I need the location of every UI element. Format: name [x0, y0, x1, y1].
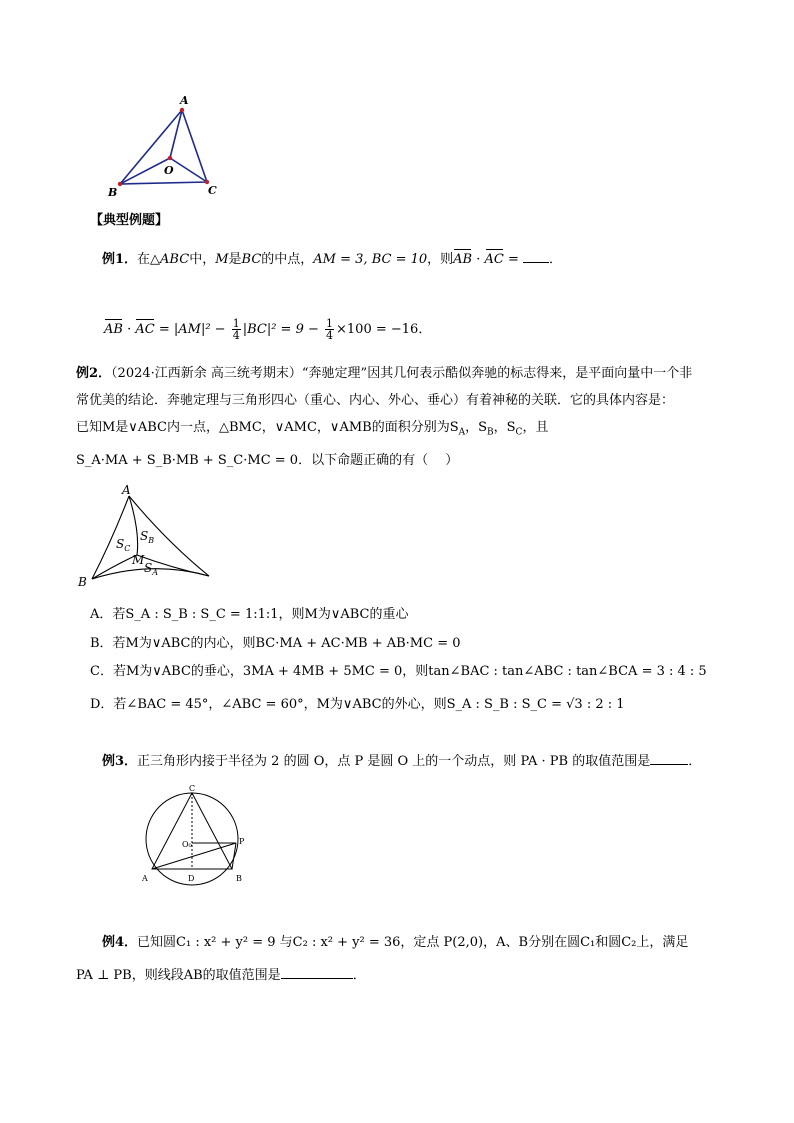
segment-oc — [170, 158, 207, 182]
solution-term: |BC|² = 9 − — [242, 322, 324, 337]
ex2-text: （2024·江西新余 高三统考期末）“奔驰定理”因其几何表示酷似奔驰的标志得来，是平面向量中一个非 — [111, 366, 693, 381]
ex3-text: 正三角形内接于半径为 2 的圆 O，点 P 是圆 O 上的一个动点，则 PA · PB 的取值范围是 — [137, 754, 651, 769]
segment-mb — [92, 555, 137, 579]
label-b: B — [78, 575, 87, 589]
equals: = — [503, 252, 524, 267]
ex1-text: 是 — [228, 252, 242, 267]
example-2-label: 例2． — [76, 366, 112, 381]
ex2-text: ，S — [465, 420, 488, 435]
subscript: A — [458, 427, 466, 438]
label-c: C — [189, 784, 196, 793]
solution-result: ×100 = −16 — [336, 322, 419, 337]
ex2-text: ，S — [493, 420, 516, 435]
answer-blank[interactable] — [650, 752, 688, 765]
fraction-denominator: 4 — [326, 329, 334, 342]
solution-end: ． — [418, 322, 432, 337]
example-4-line-1 — [102, 934, 688, 952]
example-4-label: 例4． — [102, 935, 138, 950]
label-p: P — [239, 837, 245, 846]
example-2-line-4: S_A·MA + S_B·MB + S_C·MC = 0．以下命题正确的有（ ） — [76, 453, 459, 468]
label-sa: $S_A$ — [144, 561, 159, 577]
answer-blank[interactable] — [281, 966, 353, 979]
label-sc: $S_C$ — [116, 537, 131, 553]
subscript: C — [515, 427, 523, 438]
label-a: A — [142, 874, 148, 883]
dot: · — [122, 322, 136, 337]
example-1 — [102, 250, 562, 269]
vector-ab: AB — [453, 252, 473, 267]
example-2-line-1 — [76, 365, 692, 383]
example-1-solution — [104, 318, 431, 341]
ex1-text: 中， — [189, 252, 216, 267]
ex1-end: ． — [549, 252, 563, 267]
label-a: A — [122, 483, 131, 497]
fraction-denominator: 4 — [232, 329, 240, 342]
option-a[interactable]: A．若S_A : S_B : S_C = 1:1:1，则M为∨ABC的重心 — [90, 607, 409, 622]
label-c: C — [208, 184, 217, 197]
label-sb: $S_B$ — [140, 529, 155, 545]
fraction-quarter — [325, 318, 334, 341]
vector-ac: AC — [135, 322, 155, 337]
segment-pb — [232, 843, 236, 869]
label-b: B — [108, 186, 118, 199]
ex1-bc: BC — [241, 252, 262, 267]
benz-theorem-figure — [72, 482, 222, 590]
fraction-numerator: 1 — [326, 317, 334, 330]
solution-term: = |AM|² − — [154, 322, 230, 337]
label-m: M — [132, 553, 145, 567]
ex4-end: ． — [352, 968, 366, 983]
label-o: O — [164, 164, 174, 177]
vector-ac: AC — [484, 252, 504, 267]
example-3-label: 例3． — [102, 754, 138, 769]
option-d[interactable]: D．若∠BAC = 45°，∠ABC = 60°，M为∨ABC的外心，则S_A : S_B : S_C = √3 : 2 : 1 — [90, 697, 625, 712]
label-d: D — [188, 874, 195, 883]
inscribed-triangle-figure — [136, 783, 254, 889]
ex1-m: M — [215, 252, 229, 267]
ex1-condition: AM = 3, BC = 10 — [313, 252, 428, 267]
triangle-abc-figure — [100, 92, 230, 204]
label-o: O₀ — [182, 840, 192, 849]
label-a: A — [180, 94, 189, 107]
example-2-line-2: 常优美的结论．奔驰定理与三角形四心（重心、内心、外心、垂心）有着神秘的关联．它的具体内容是： — [76, 393, 675, 408]
ex4-text: PA ⊥ PB，则线段AB的取值范围是 — [76, 968, 281, 983]
ex1-abc: ABC — [160, 252, 190, 267]
example-2-line-3 — [76, 419, 548, 442]
subscript: B — [487, 427, 494, 438]
example-1-label: 例1． — [102, 252, 138, 267]
ex1-text: 的中点， — [261, 252, 314, 267]
section-title: 【典型例题】 — [90, 213, 169, 228]
example-4-line-2 — [76, 966, 366, 985]
fraction-quarter — [232, 318, 241, 341]
ex4-text: 已知圆C₁ : x² + y² = 9 与C₂ : x² + y² = 36，定点 P(2,0)，A、B分别在圆C₁和圆C₂上，满足 — [137, 935, 689, 950]
example-3 — [102, 752, 701, 771]
ex1-text: ，则 — [427, 252, 454, 267]
answer-blank[interactable] — [523, 250, 549, 263]
segment-pa — [152, 843, 236, 869]
segment-ob — [120, 158, 170, 184]
ex3-end: ． — [688, 754, 702, 769]
dot: · — [472, 252, 485, 267]
ex2-text: 已知M是∨ABC内一点，△BMC，∨AMC，∨AMB的面积分别为S — [76, 420, 459, 435]
fraction-numerator: 1 — [232, 317, 240, 330]
vector-ab: AB — [104, 322, 123, 337]
label-b: B — [236, 874, 242, 883]
option-b[interactable]: B．若M为∨ABC的内心，则BC·MA + AC·MB + AB·MC = 0 — [90, 636, 461, 651]
ex1-text: 在△ — [137, 252, 161, 267]
option-c[interactable]: C．若M为∨ABC的垂心，3MA + 4MB + 5MC = 0，则tan∠BAC : tan∠ABC : tan∠BCA = 3 : 4 : 5 — [90, 664, 707, 679]
ex2-text: ，且 — [522, 420, 549, 435]
